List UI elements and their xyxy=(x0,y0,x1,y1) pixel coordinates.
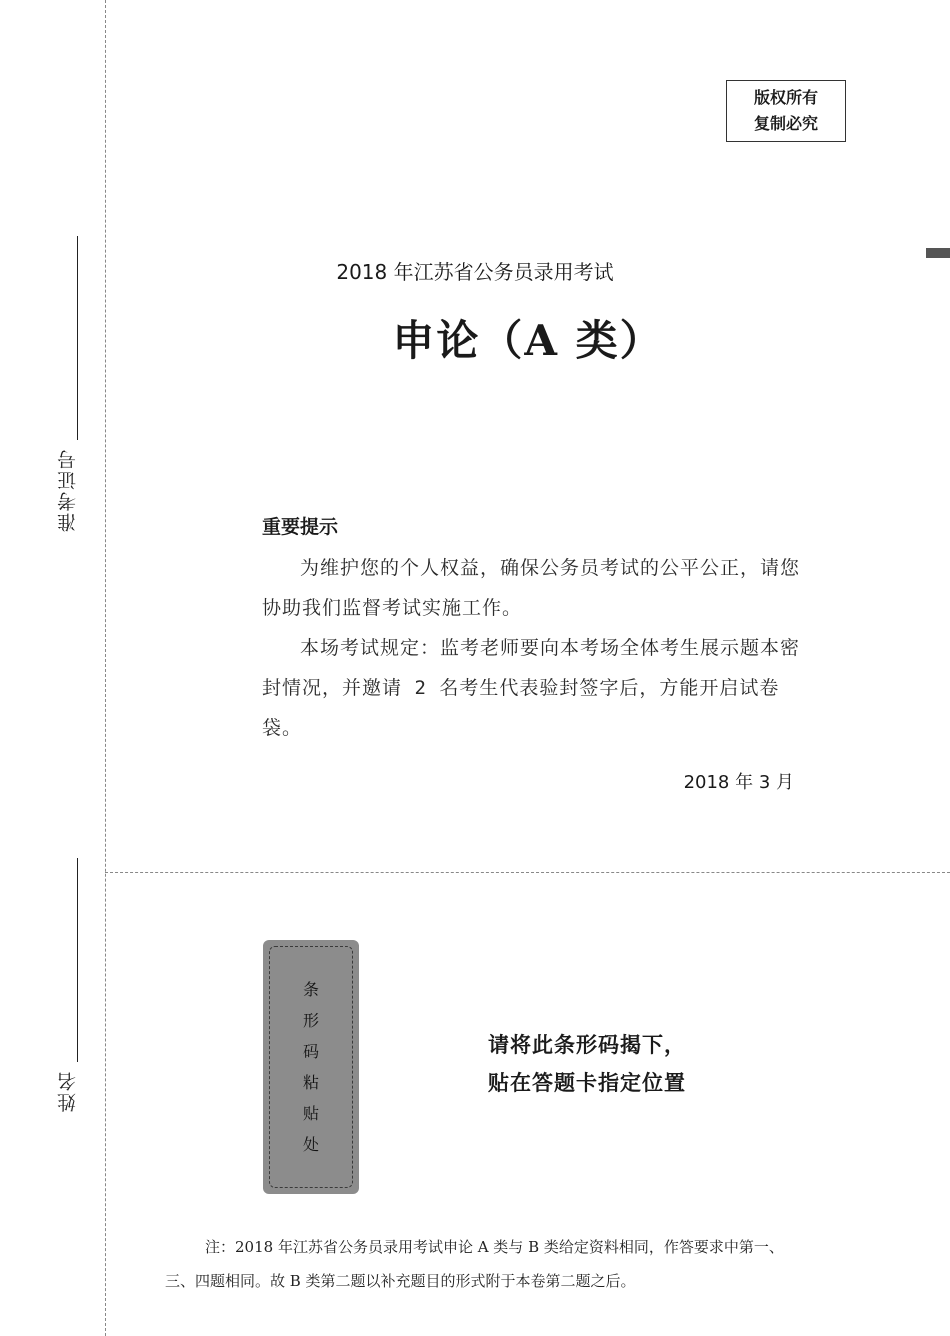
barcode-char: 粘 xyxy=(302,1073,319,1092)
exam-title: 2018 年江苏省公务员录用考试 xyxy=(336,260,614,284)
copyright-line-1: 版权所有 xyxy=(753,88,818,107)
barcode-char: 条 xyxy=(302,980,319,999)
barcode-char: 形 xyxy=(302,1011,319,1030)
barcode-char: 处 xyxy=(302,1135,319,1154)
notice-heading: 重要提示 xyxy=(262,516,339,538)
notice-date: 2018 年 3 月 xyxy=(683,772,794,793)
subject-title: 申论（A 类） xyxy=(392,316,664,365)
footnote-line-1: 注：2018 年江苏省公务员录用考试申论 A 类与 B 类给定资料相同，作答要求中第一、 xyxy=(205,1238,784,1256)
barcode-instruction-line-1: 请将此条形码揭下， xyxy=(488,1033,686,1057)
name-line xyxy=(77,858,78,1062)
copyright-line-2: 复制必究 xyxy=(753,114,818,133)
barcode-instruction xyxy=(488,1026,686,1102)
barcode-char: 码 xyxy=(302,1042,319,1061)
barcode-sticker-inner xyxy=(269,946,353,1188)
notice-paragraph-1: 为维护您的个人权益，确保公务员考试的公平公正，请您协助我们监督考试实施工作。 xyxy=(262,557,801,619)
name-label: 姓名 xyxy=(57,1070,79,1112)
binding-dashed-line xyxy=(105,0,106,1336)
footnote-line-2: 三、四题相同。故 B 类第二题以补充题目的形式附于本卷第二题之后。 xyxy=(165,1272,636,1290)
barcode-instruction-line-2: 贴在答题卡指定位置 xyxy=(488,1071,686,1095)
notice-paragraph-2: 本场考试规定：监考老师要向本考场全体考生展示题本密封情况，并邀请 2 名考生代表验封签字后，方能开启试卷袋。 xyxy=(262,637,801,739)
copyright-box xyxy=(726,80,846,142)
barcode-char: 贴 xyxy=(302,1104,319,1123)
tear-dashed-line xyxy=(105,872,950,873)
admission-number-label: 准考证号 xyxy=(57,448,79,532)
notice-body xyxy=(262,548,802,748)
barcode-sticker xyxy=(263,940,359,1194)
footnote xyxy=(165,1230,855,1298)
